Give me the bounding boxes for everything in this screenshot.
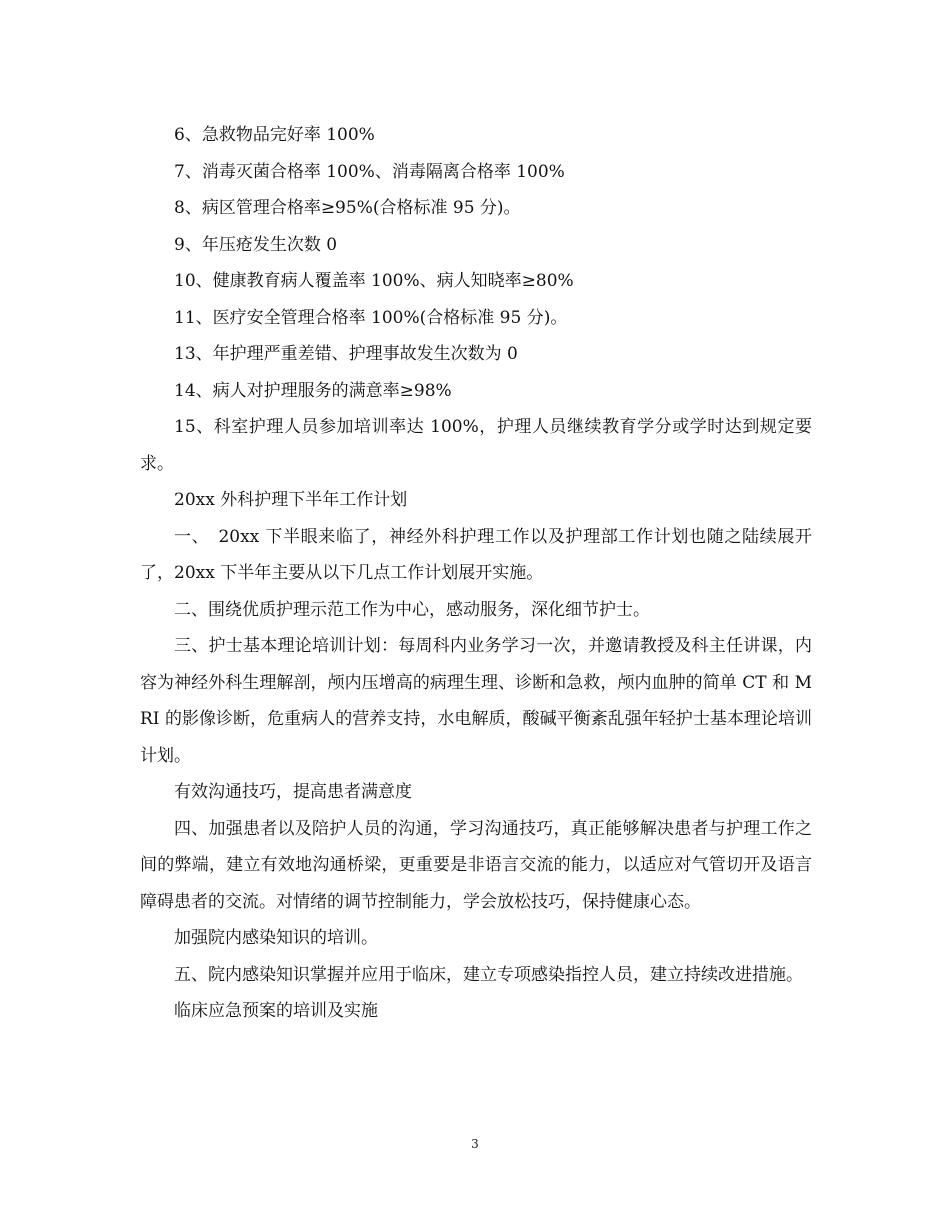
paragraph-8: 14、病人对护理服务的满意率≥98% [174, 380, 452, 401]
paragraph-2: 7、消毒灭菌合格率 100%、消毒隔离合格率 100% [174, 161, 565, 182]
paragraph-6: 11、医疗安全管理合格率 100%(合格标准 95 分)。 [174, 307, 568, 328]
paragraph-11: 一、 20xx 下半眼来临了，神经外科护理工作以及护理部工作计划也随之陆续展开了，20xx 下半年主要从以下几点工作计划展开实施。 [140, 526, 812, 583]
paragraph-16: 加强院内感染知识的培训。 [174, 928, 378, 948]
paragraph-1: 6、急救物品完好率 100% [174, 125, 375, 145]
paragraph-3: 8、病区管理合格率≥95%(合格标准 95 分)。 [174, 198, 521, 218]
paragraph-13: 三、护士基本理论培训计划：每周科内业务学习一次，并邀请教授及科主任讲课，内容为神经外科生理解剖，颅内压增高的病理生理、诊断和急救，颅内血肿的简单 CT 和 MRI 的影像诊断，危重病人的营养支持，水电解质，酸碱平衡紊乱强年轻护士基本理论培训计划。 [140, 636, 812, 766]
document-body [140, 117, 812, 1030]
paragraph-17: 五、院内感染知识掌握并应用于临床，建立专项感染指控人员，建立持续改进措施。 [174, 964, 803, 985]
paragraph-4: 9、年压疮发生次数 0 [174, 234, 338, 255]
paragraph-18: 临床应急预案的培训及实施 [174, 1001, 378, 1021]
paragraph-12: 二、围绕优质护理示范工作为中心，感动服务，深化细节护士。 [174, 599, 650, 620]
paragraph-7: 13、年护理严重差错、护理事故发生次数为 0 [174, 344, 518, 364]
paragraph-14: 有效沟通技巧，提高患者满意度 [174, 782, 412, 802]
page-number: 3 [471, 1137, 479, 1151]
paragraph-15: 四、加强患者以及陪护人员的沟通，学习沟通技巧，真正能够解决患者与护理工作之间的弊端，建立有效地沟通桥梁，更重要是非语言交流的能力，以适应对气管切开及语言障碍患者的交流。对情绪的调节控制能力，学会放松技巧，保持健康心态。 [140, 818, 812, 912]
section-heading: 20xx 外科护理下半年工作计划 [174, 490, 408, 510]
paragraph-9: 15、科室护理人员参加培训率达 100%，护理人员继续教育学分或学时达到规定要求。 [140, 417, 812, 474]
paragraph-5: 10、健康教育病人覆盖率 100%、病人知晓率≥80% [174, 271, 574, 291]
